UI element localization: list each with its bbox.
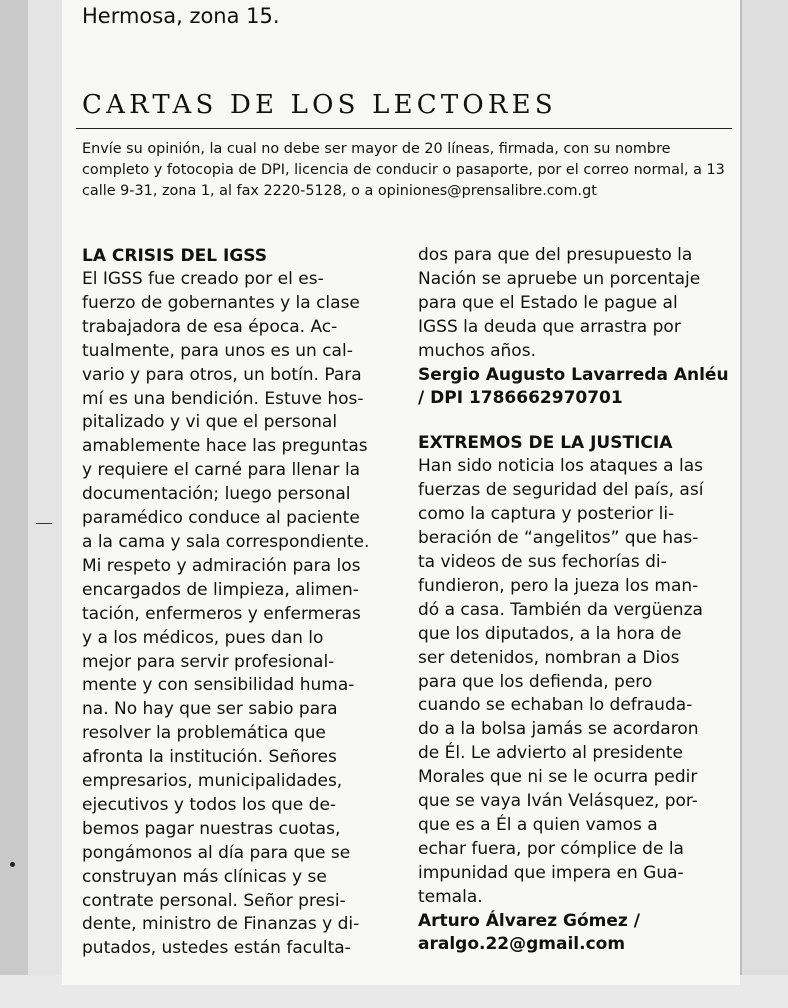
- text-line: ser detenidos, nombran a Dios: [418, 647, 680, 668]
- text-line: y a los médicos, pues dan lo: [82, 627, 324, 648]
- text-line: echar fuera, por cómplice de la: [418, 838, 684, 859]
- letter-body: [418, 455, 718, 909]
- text-line: dente, ministro de Finanzas y di-: [82, 914, 360, 935]
- text-line: tualmente, para unos es un cal-: [82, 340, 353, 361]
- text-line: Morales que ni se le ocurra pedir: [418, 767, 698, 788]
- letter-author: Arturo Álvarez Gómez /: [418, 910, 640, 931]
- margin-mark: [36, 523, 52, 524]
- text-line: cuando se echaban lo defrauda-: [418, 695, 693, 716]
- text-line: que se vaya Iván Velásquez, por-: [418, 791, 698, 812]
- text-line: fuerzo de gobernantes y la clase: [82, 292, 360, 313]
- text-line: que es a Él a quien vamos a: [418, 814, 658, 835]
- text-line: Nación se apruebe un porcentaje: [418, 268, 701, 289]
- text-line: contrate personal. Señor presi-: [82, 890, 346, 911]
- text-line: tación, enfermeros y enfermeras: [82, 603, 361, 624]
- text-line: encargados de limpieza, alimen-: [82, 579, 359, 600]
- text-line: que los diputados, a la hora de: [418, 623, 682, 644]
- section-title: CARTAS DE LOS LECTORES: [82, 90, 557, 120]
- text-line: fuerzas de seguridad del país, así: [418, 480, 704, 501]
- text-line: Mi respeto y admiración para los: [82, 555, 361, 576]
- text-line: para que el Estado le pague al: [418, 292, 678, 313]
- letter-author-id: / DPI 1786662970701: [418, 388, 623, 409]
- letter-body-continued: [418, 244, 718, 364]
- text-line: IGSS la deuda que arrastra por: [418, 316, 681, 337]
- previous-article-tail: Hermosa, zona 15.: [82, 4, 280, 28]
- text-line: do a la bolsa jamás se acordaron: [418, 719, 699, 740]
- text-line: pitalizado y vi que el personal: [82, 412, 338, 433]
- text-line: beración de “angelitos” que has-: [418, 528, 699, 549]
- text-line: ta videos de sus fechorías di-: [418, 551, 667, 572]
- text-line: mejor para servir profesional-: [82, 651, 335, 672]
- letter-heading: EXTREMOS DE LA JUSTICIA: [418, 433, 673, 454]
- text-line: mente y con sensibilidad huma-: [82, 675, 355, 696]
- text-line: putados, ustedes están faculta-: [82, 938, 351, 959]
- text-line: ejecutivos y todos los que de-: [82, 794, 337, 815]
- text-line: muchos años.: [418, 340, 536, 361]
- text-line: afronta la institución. Señores: [82, 747, 337, 768]
- letter-author-email: aralgo.22@gmail.com: [418, 934, 626, 955]
- text-line: empresarios, municipalidades,: [82, 771, 343, 792]
- text-line: construyan más clínicas y se: [82, 866, 327, 887]
- letter-author: Sergio Augusto Lavarreda Anléu: [418, 364, 729, 385]
- letter-heading: LA CRISIS DEL IGSS: [82, 246, 268, 266]
- right-column: [418, 244, 729, 957]
- text-line: El IGSS fue creado por el es-: [82, 269, 324, 289]
- title-rule: [76, 128, 732, 129]
- text-line: na. No hay que ser sabio para: [82, 699, 338, 720]
- text-line: vario y para otros, un botín. Para: [82, 364, 362, 385]
- submission-instructions: Envíe su opinión, la cual no debe ser mayor de 20 líneas, firmada, con su nombre completo y fotocopia de DPI, licencia de conducir o pasaporte, por el correo normal, a 13 calle 9-31, zona 1, al fax 2220-5128, o a opiniones@prensalibre.com.gt: [82, 141, 725, 199]
- text-line: Han sido noticia los ataques a las: [418, 456, 703, 477]
- text-line: resolver la problemática que: [82, 723, 326, 744]
- text-line: de Él. Le advierto al presidente: [418, 743, 684, 764]
- text-line: dos para que del presupuesto la: [418, 245, 693, 265]
- text-line: temala.: [418, 886, 483, 907]
- text-line: mí es una bendición. Estuve hos-: [82, 388, 364, 409]
- text-line: como la captura y posterior li-: [418, 504, 675, 525]
- scan-margin-left: [0, 0, 28, 975]
- text-line: pongámonos al día para que se: [82, 842, 351, 863]
- scan-margin-right: [740, 0, 788, 1008]
- left-column: [82, 244, 382, 961]
- text-line: amablemente hace las preguntas: [82, 436, 368, 457]
- text-line: y requiere el carné para llenar la: [82, 460, 361, 481]
- text-line: para que los defienda, pero: [418, 671, 653, 692]
- text-line: a la cama y sala correspondiente.: [82, 531, 370, 552]
- text-line: fundieron, pero la jueza los man-: [418, 575, 699, 596]
- text-line: bemos pagar nuestras cuotas,: [82, 818, 341, 839]
- text-line: documentación; luego personal: [82, 484, 351, 505]
- text-line: impunidad que impera en Gua-: [418, 862, 684, 883]
- text-line: paramédico conduce al paciente: [82, 508, 360, 529]
- text-line: dó a casa. También da vergüenza: [418, 599, 703, 620]
- letter-body: [82, 268, 382, 961]
- letter-separator: [418, 411, 718, 431]
- text-line: trabajadora de esa época. Ac-: [82, 316, 338, 337]
- margin-dot: [10, 862, 15, 867]
